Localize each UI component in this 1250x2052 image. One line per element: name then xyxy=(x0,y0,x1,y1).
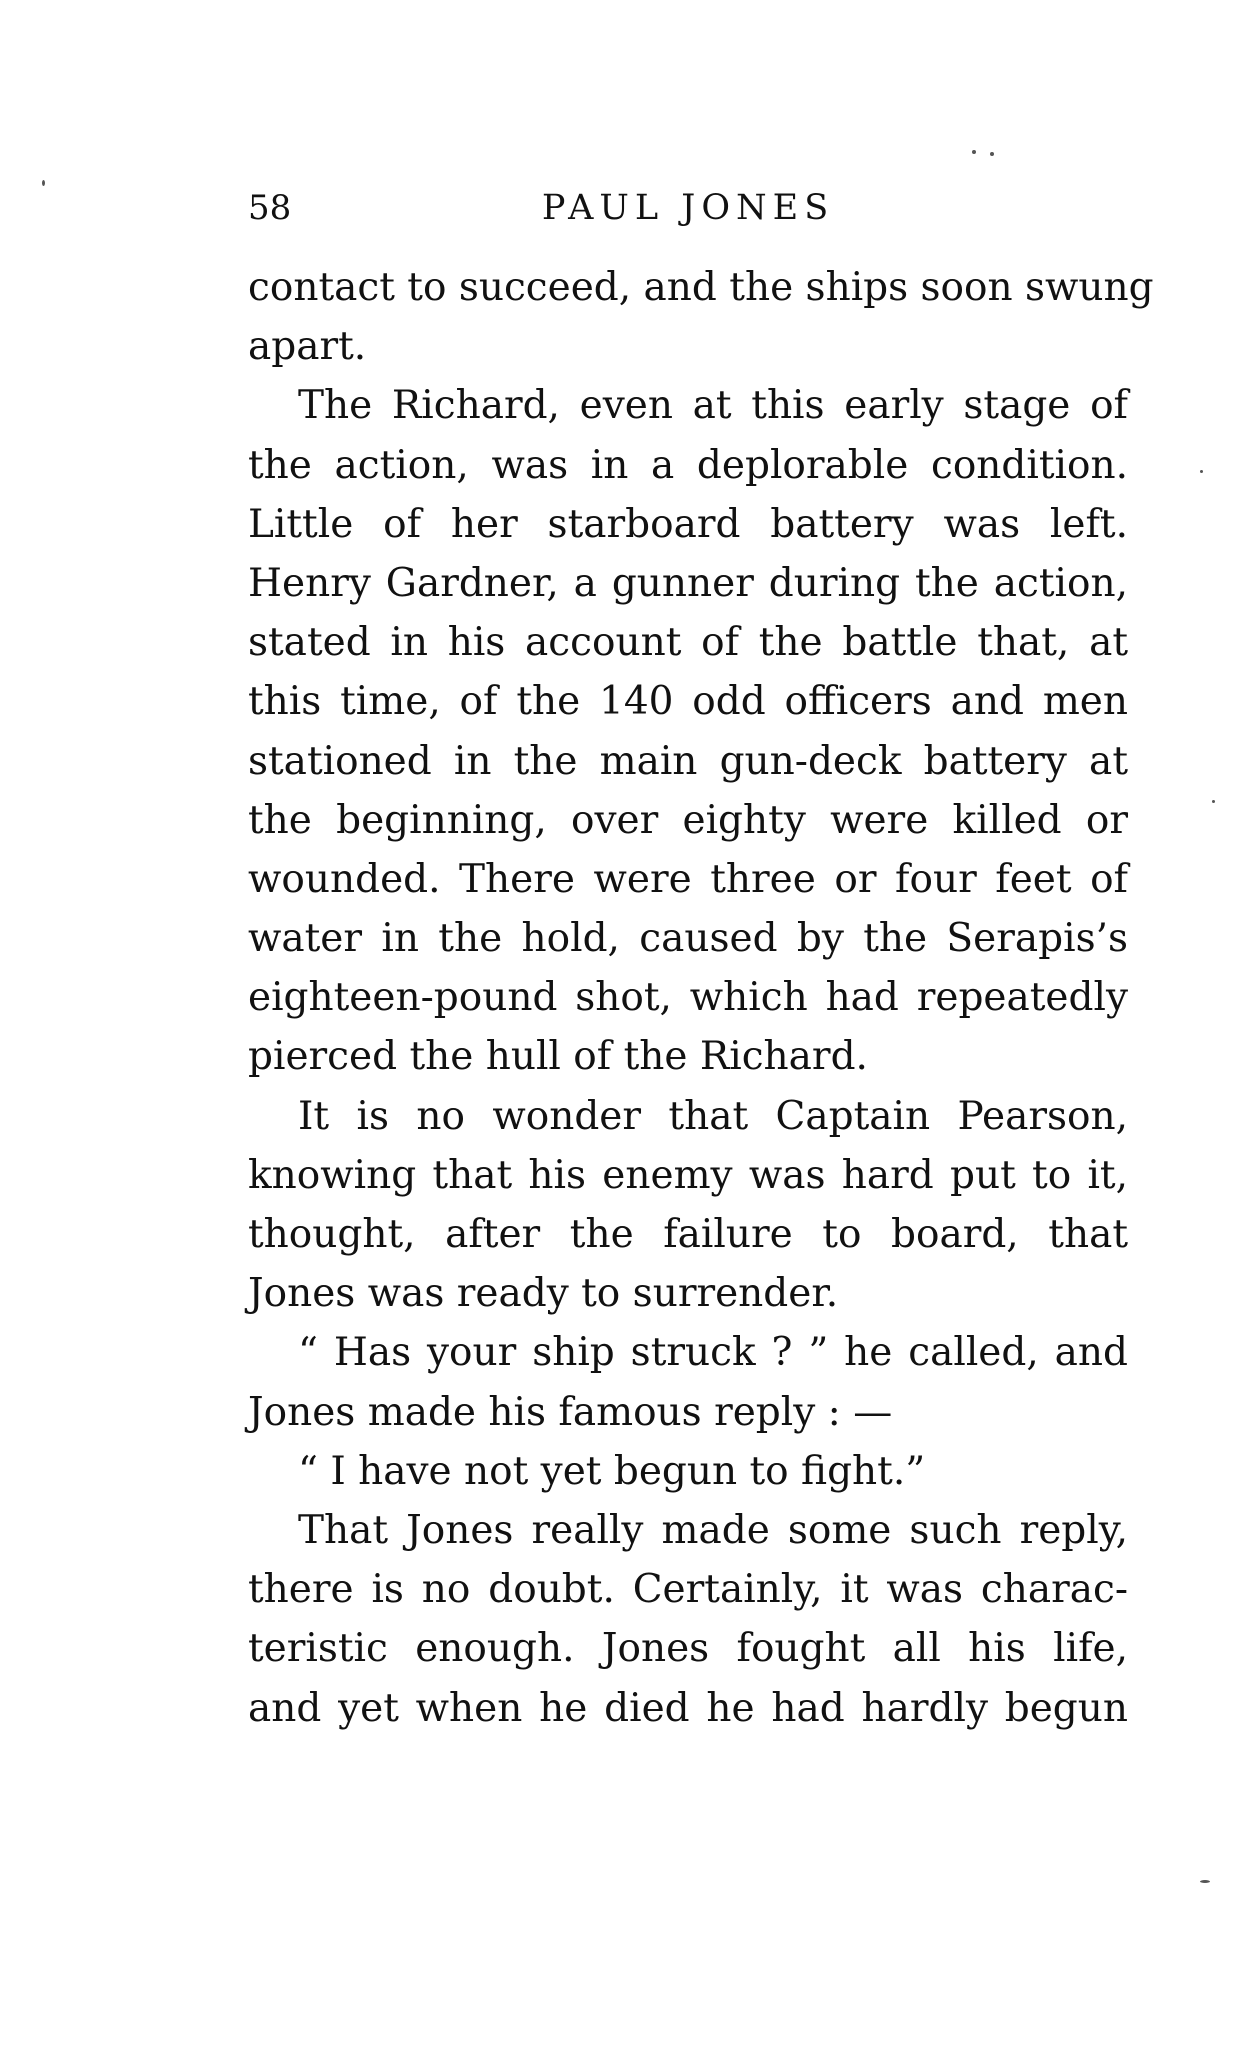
text-line: Jones was ready to surrender. xyxy=(248,1271,839,1317)
text-line: “ Has your ship struck ? ” he called, and xyxy=(298,1330,1128,1376)
running-title: PAUL JONES xyxy=(541,188,835,228)
text-line: contact to succeed, and the ships soon swung xyxy=(248,265,1154,310)
text-line: wounded. There were three or four feet of xyxy=(248,856,1128,902)
text-line: eighteen-pound shot, which had repeatedly xyxy=(248,975,1128,1021)
text-line: water in the hold, caused by the Serapis’s xyxy=(248,916,1128,962)
scan-speck xyxy=(990,152,994,156)
text-line: pierced the hull of the Richard. xyxy=(248,1034,868,1080)
text-line: this time, of the 140 odd officers and men xyxy=(248,679,1128,725)
text-line: It is no wonder that Captain Pearson, xyxy=(298,1093,1128,1139)
scan-speck xyxy=(42,180,45,186)
scan-speck xyxy=(972,150,976,154)
text-line: thought, after the failure to board, that xyxy=(248,1212,1128,1257)
text-line: apart. xyxy=(248,324,367,370)
scan-speck xyxy=(1200,1880,1210,1883)
text-line: Little of her starboard battery was left. xyxy=(248,501,1128,547)
page-header xyxy=(248,178,1128,238)
text-line: stationed in the main gun-deck battery at xyxy=(248,738,1128,784)
scan-speck xyxy=(1212,800,1215,803)
text-line: the beginning, over eighty were killed or xyxy=(248,797,1128,843)
text-line: Jones made his famous reply : — xyxy=(248,1389,893,1435)
text-line: stated in his account of the battle that, at xyxy=(248,620,1128,666)
text-line: the action, was in a deplorable condition. xyxy=(248,442,1128,488)
text-line: there is no doubt. Certainly, it was charac- xyxy=(248,1567,1128,1613)
text-line: knowing that his enemy was hard put to it, xyxy=(248,1152,1128,1198)
scan-speck xyxy=(1200,470,1203,473)
text-line: The Richard, even at this early stage of xyxy=(298,383,1128,429)
text-line: teristic enough. Jones fought all his life, xyxy=(248,1626,1128,1672)
text-line: Henry Gardner, a gunner during the action, xyxy=(248,560,1128,606)
text-line: That Jones really made some such reply, xyxy=(298,1507,1128,1553)
body-text xyxy=(248,258,1154,1738)
page-number: 58 xyxy=(248,188,292,228)
text-line: “ I have not yet begun to fight.” xyxy=(298,1448,926,1494)
text-line: and yet when he died he had hardly begun xyxy=(248,1685,1128,1731)
